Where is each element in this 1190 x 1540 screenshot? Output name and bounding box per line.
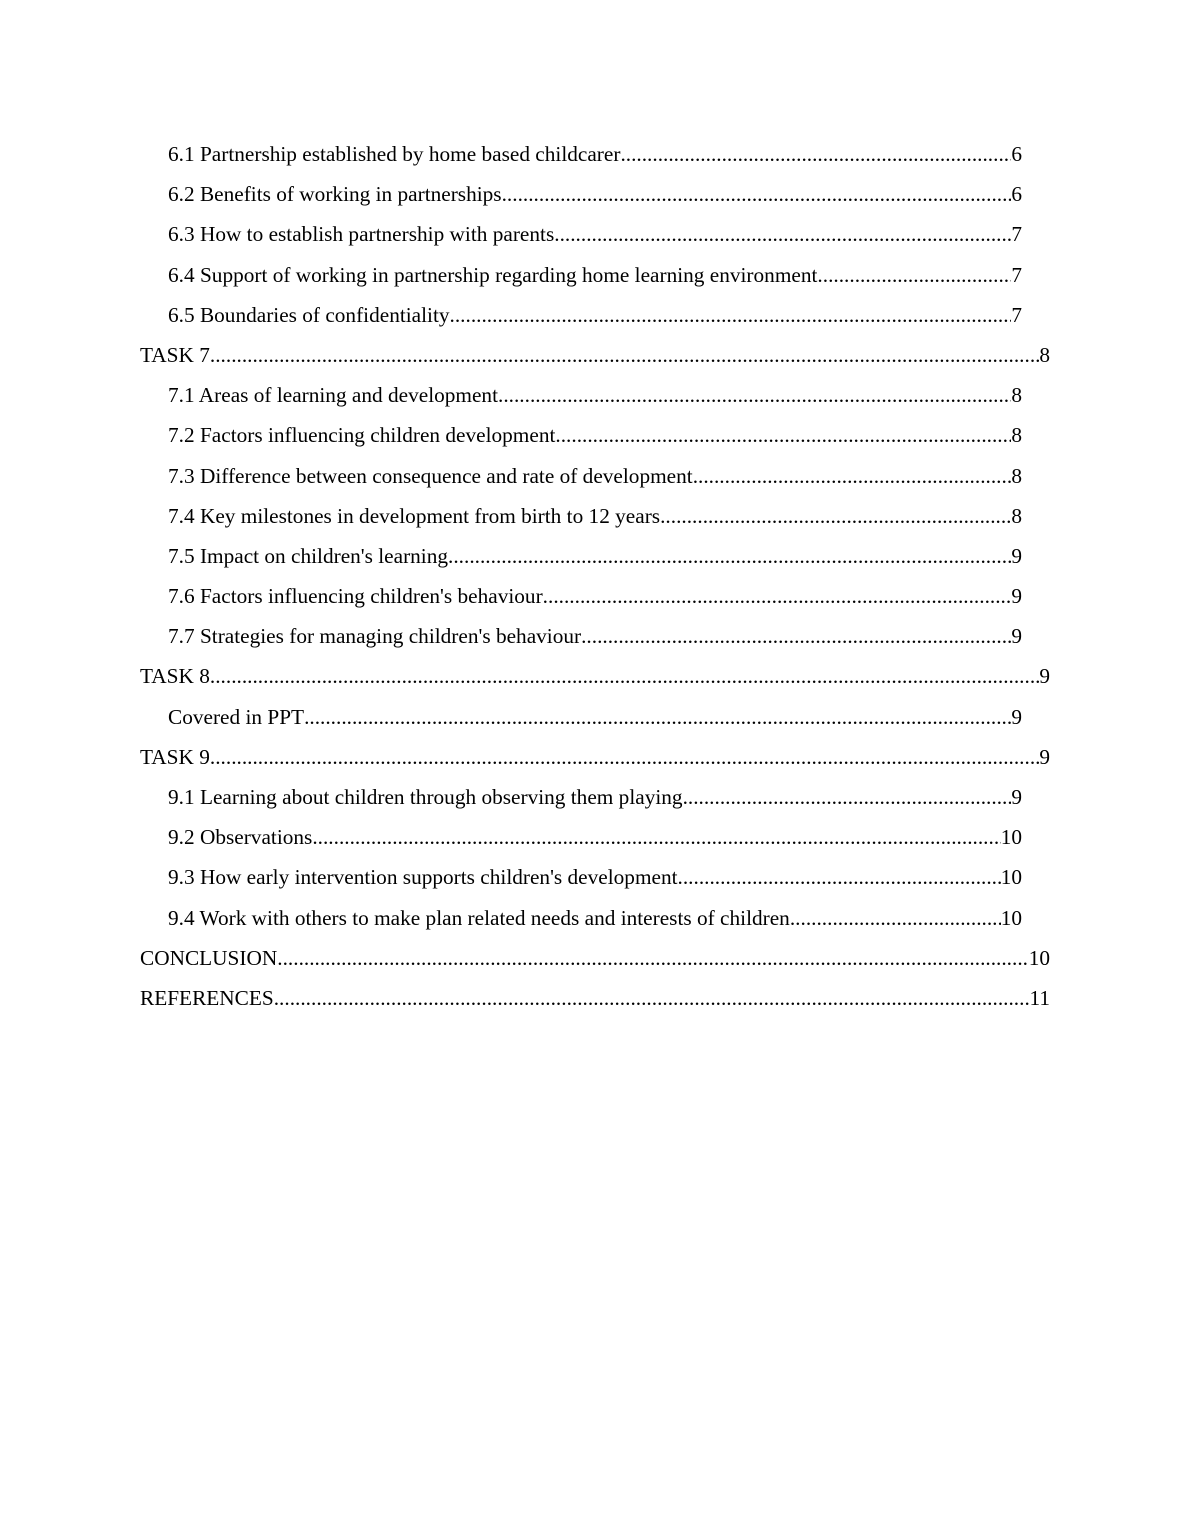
toc-dot-leader [498,375,1011,415]
toc-entry-title: TASK 8 [140,664,210,689]
toc-entry[interactable] [168,456,1022,496]
toc-entry-title: 7.4 Key milestones in development from birth to 12 years [168,503,661,528]
toc-entry-title: 9.2 Observations [168,825,313,850]
toc-entry[interactable] [168,214,1022,254]
toc-entry-page-number: 9 [1011,785,1022,809]
toc-dot-leader [620,134,1011,174]
toc-dot-leader [543,576,1012,616]
toc-entry-page-number: 9 [1039,664,1050,689]
toc-dot-leader [274,978,1030,1018]
toc-entry[interactable] [168,697,1022,737]
toc-entry[interactable] [168,174,1022,214]
toc-entry-page-number: 8 [1011,423,1022,448]
toc-entry-page-number: 10 [1000,825,1022,850]
toc-dot-leader [693,456,1012,496]
toc-entry[interactable] [140,938,1050,978]
toc-dot-leader [304,697,1011,737]
toc-entry-title: Covered in PPT [168,704,305,729]
toc-entry-title: 9.1 Learning about children through observing them playing [168,785,683,809]
toc-entry-title: 6.1 Partnership established by home based childcarer [168,142,621,166]
toc-dot-leader [210,737,1039,777]
toc-entry[interactable] [140,656,1050,696]
toc-dot-leader [817,255,1011,295]
toc-entry[interactable] [168,496,1022,536]
toc-entry-page-number: 9 [1011,624,1022,649]
toc-dot-leader [678,857,1001,897]
toc-entry-page-number: 6 [1011,142,1022,166]
toc-entry-page-number: 10 [1028,945,1050,970]
toc-dot-leader [660,496,1011,536]
toc-dot-leader [581,616,1011,656]
toc-entry-title: 7.1 Areas of learning and development [168,383,498,408]
toc-entry-page-number: 10 [1000,905,1022,930]
toc-dot-leader [554,214,1011,254]
toc-entry[interactable] [140,978,1050,1018]
toc-entry-page-number: 9 [1039,744,1050,769]
toc-dot-leader [683,777,1012,817]
toc-dot-leader [502,174,1012,214]
toc-dot-leader [448,536,1011,576]
toc-entry[interactable] [140,335,1050,375]
toc-entry-page-number: 7 [1011,222,1022,247]
toc-entry-page-number: 7 [1011,302,1022,327]
toc-dot-leader [555,415,1011,455]
toc-entry-title: 7.6 Factors influencing children's behaviour [168,584,543,609]
toc-entry[interactable] [168,536,1022,576]
toc-entry-title: 6.4 Support of working in partnership regarding home learning environment [168,262,818,287]
toc-entry-title: 9.3 How early intervention supports children's development [168,865,678,890]
toc-entry-page-number: 10 [1000,865,1022,890]
toc-entry-title: 7.2 Factors influencing children development [168,423,556,448]
toc-entry-title: 6.5 Boundaries of confidentiality [168,302,450,327]
toc-dot-leader [312,817,1000,857]
toc-entry-title: 7.3 Difference between consequence and rate of development [168,463,693,488]
toc-entry-page-number: 11 [1029,985,1050,1010]
toc-entry-page-number: 6 [1011,182,1022,207]
toc-entry[interactable] [140,737,1050,777]
toc-entry[interactable] [168,255,1022,295]
toc-dot-leader [277,938,1028,978]
toc-entry-page-number: 8 [1011,503,1022,528]
toc-entry-page-number: 7 [1011,262,1022,287]
toc-entry-title: 6.3 How to establish partnership with parents [168,222,555,247]
toc-entry-title: 9.4 Work with others to make plan related needs and interests of children [168,905,790,930]
toc-entry[interactable] [168,777,1022,817]
toc-dot-leader [210,656,1039,696]
toc-entry-title: CONCLUSION [140,945,278,970]
toc-entry[interactable] [168,898,1022,938]
toc-dot-leader [450,295,1012,335]
toc-entry[interactable] [168,375,1022,415]
toc-entry-page-number: 8 [1011,383,1022,408]
toc-entry[interactable] [168,415,1022,455]
toc-entry[interactable] [168,576,1022,616]
toc-entry[interactable] [168,857,1022,897]
toc-dot-leader [210,335,1039,375]
toc-entry[interactable] [168,134,1022,174]
table-of-contents [140,134,1050,1018]
toc-entry[interactable] [168,295,1022,335]
toc-entry[interactable] [168,817,1022,857]
toc-entry-page-number: 8 [1039,342,1050,367]
toc-entry-page-number: 9 [1011,543,1022,568]
toc-entry-page-number: 8 [1011,463,1022,488]
toc-entry-title: 7.5 Impact on children's learning [168,543,449,568]
toc-entry-page-number: 9 [1011,704,1022,729]
toc-entry-title: TASK 7 [140,342,210,367]
toc-entry-page-number: 9 [1011,584,1022,609]
toc-entry-title: 7.7 Strategies for managing children's behaviour [168,624,582,649]
toc-entry-title: REFERENCES [140,985,274,1010]
toc-entry-title: 6.2 Benefits of working in partnerships [168,182,502,207]
toc-entry[interactable] [168,616,1022,656]
toc-dot-leader [790,898,1001,938]
toc-entry-title: TASK 9 [140,744,210,769]
